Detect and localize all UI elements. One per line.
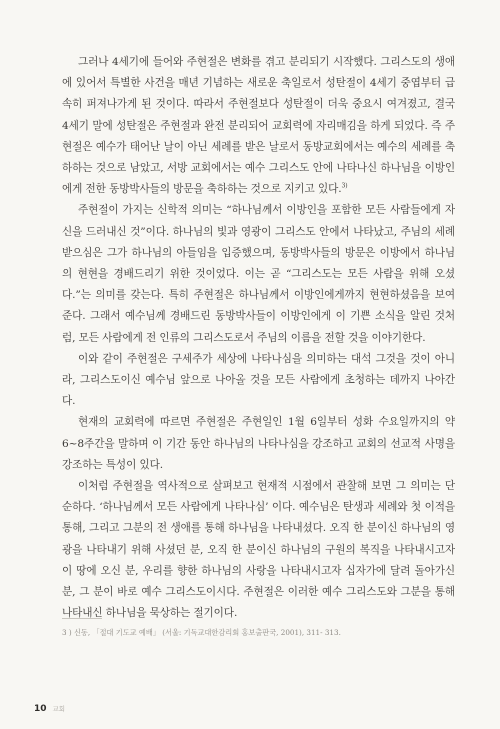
paragraph-1-text: 그러나 4세기에 들어와 주현절은 변화를 겪고 분리되기 시작했다. 그리스도의 생애에 있어서 특별한 사건을 매년 기념하는 새로운 축일로서 성탄절이 4세기 중엽부터 급속히 퍼져나가게 된 것이다. 따라서 주현절보다 성탄절이 더욱 중요시 여겨졌고, 결국 4세기 말에 성탄절은 주현절과 완전 분리되어 교회력에 자리매김을 하게 되었다. 즉 주현절은 예수가 태어난 날이 아닌 세례를 받은 날로서 동방교회에서는 예수의 세례를 축하하는 것으로 남았고, 서방 교회에서는 예수 그리스도 안에 나타나신 하나님을 이방인에게 전한 동방박사들의 방문을 축하하는 것으로 지키고 있다. bbox=[62, 56, 455, 196]
footnote: 3 ) 신동, 「절대 기도교 예배」 (서울: 기독교대한감리회 홍보출판국, 2001), 311- 313. bbox=[62, 628, 341, 637]
body-text bbox=[62, 52, 455, 624]
paragraph-4: 현재의 교회력에 따르면 주현절은 주현일인 1월 6일부터 성화 수요일까지의 약 6~8주간을 말하며 이 기간 동안 하나님의 나타나심을 강조하고 교회의 선교적 사명을 강조하는 특성이 있다. bbox=[62, 416, 455, 471]
footnote-divider bbox=[62, 618, 102, 619]
paragraph-2: 주현절이 가지는 신학적 의미는 “하나님께서 이방인을 포함한 모든 사람들에게 자신을 드러내신 것”이다. 하나님의 빛과 영광이 그리스도 안에서 나타났고, 주님의 세례 받으심은 그가 하나님의 아들임을 입증했으며, 동방박사들의 방문은 이방에서 하나님의 현현을 경배드리기 위한 것이었다. 이는 곧 “그리스도는 모든 사람을 위해 오셨다.”는 의미를 갖는다. 특히 주현절은 하나님께서 이방인에게까지 현현하셨음을 보여 준다. 그래서 예수님께 경배드린 동방박사들이 이방인에게 이 기쁜 소식을 알린 것처럼, 모든 사람에게 전 인류의 그리스도로서 주님의 이름을 전할 것을 이야기한다. bbox=[62, 204, 455, 344]
paragraph-3: 이와 같이 주현절은 구세주가 세상에 나타나심을 의미하는 대석 그것을 것이 아니라, 그리스도이신 예수님 앞으로 나아올 것을 모든 사람에게 초청하는 데까지 나아간다. bbox=[62, 352, 455, 408]
running-head: 교회 bbox=[52, 705, 66, 713]
footnote-marker: 3) bbox=[341, 182, 348, 190]
page-footer bbox=[34, 704, 65, 714]
paragraph-1 bbox=[62, 52, 455, 200]
paragraph-5: 이처럼 주현절을 역사적으로 살펴보고 현재적 시점에서 관찰해 보면 그 의미는 단순하다. ‘하나님께서 모든 사람에게 나타나심’ 이다. 예수님은 탄생과 세례와 첫 이적을 통해, 그리고 그분의 전 생애를 통해 하나님을 나타내셨다. 오직 한 분이신 하나님의 영광을 나타내기 위해 사셨던 분, 오직 한 분이신 하나님의 구원의 복직을 나타내시고자 이 땅에 오신 분, 우리를 향한 하나님의 사랑을 나타내시고자 십자가에 달려 돌아가신 분, 그 분이 바로 예수 그리스도이시다. 주현절은 이러한 예수 그리스도와 그분을 통해 나타내신 하나님을 묵상하는 절기이다. bbox=[62, 480, 455, 620]
page-number: 10 bbox=[34, 704, 47, 714]
